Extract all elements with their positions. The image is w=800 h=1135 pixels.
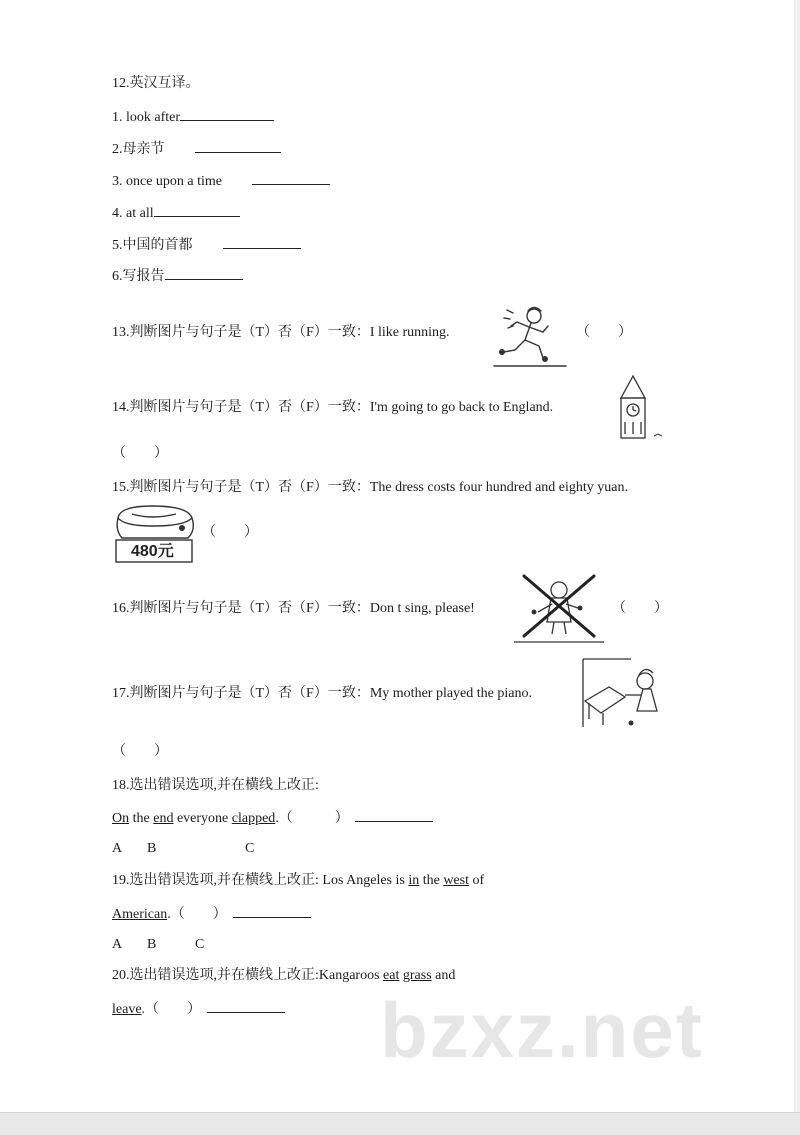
answer-blank[interactable] — [165, 266, 243, 280]
sentence-text: everyone — [173, 811, 232, 826]
q18-option-c: C — [245, 841, 255, 856]
option-c-word: leave — [112, 1002, 142, 1017]
answer-blank[interactable] — [195, 139, 281, 153]
sentence-text: .（ ） — [275, 811, 349, 826]
option-a-word: in — [408, 873, 420, 888]
q12-item-6 — [112, 266, 243, 286]
correction-blank[interactable] — [207, 999, 285, 1013]
q19-option-b: B — [147, 937, 157, 952]
q12-item-4 — [112, 203, 240, 223]
q14-text: 14.判断图片与句子是（T）否（F）一致：I'm going to go back to England. — [112, 400, 554, 415]
q19-option-a: A — [112, 937, 123, 952]
q12-item-6-text: 6.写报告 — [112, 269, 165, 284]
option-b-word: grass — [402, 968, 432, 983]
answer-blank[interactable] — [180, 107, 274, 121]
answer-blank[interactable] — [252, 171, 330, 185]
correction-blank[interactable] — [233, 904, 311, 918]
correction-blank[interactable] — [355, 808, 433, 822]
sentence-text: and — [431, 968, 456, 983]
q15-answer-paren[interactable]: （ ） — [202, 525, 258, 540]
q12-item-2 — [112, 139, 281, 159]
option-c-word: American — [112, 907, 168, 922]
q12-item-5-text: 5.中国的首都 — [112, 238, 193, 253]
sentence-text: .（ ） — [141, 1002, 202, 1017]
q20-line-1 — [112, 967, 455, 985]
option-a-word: On — [112, 811, 130, 826]
q20-line-2 — [112, 999, 285, 1019]
q12-item-3-text: 3. once upon a time — [112, 174, 223, 189]
q15-text: 15.判断图片与句子是（T）否（F）一致：The dress costs four hundred and eighty yuan. — [112, 480, 628, 495]
no-singing-image — [514, 572, 604, 646]
q12-item-1-text: 1. look after — [112, 110, 181, 125]
sentence-text: the — [129, 811, 154, 826]
q18-sentence — [112, 808, 433, 828]
page-edge — [794, 0, 800, 1112]
answer-blank[interactable] — [154, 203, 240, 217]
q13-answer-paren[interactable]: （ ） — [576, 325, 632, 340]
option-c-word: clapped — [231, 811, 276, 826]
big-ben-image — [612, 374, 668, 440]
q18-title: 18.选出错误选项,并在横线上改正: — [112, 778, 319, 793]
page-bottom-strip — [0, 1112, 800, 1135]
mother-piano-image — [581, 657, 663, 727]
q12-item-3 — [112, 171, 330, 191]
q13-text: 13.判断图片与句子是（T）否（F）一致：I like running. — [112, 325, 450, 340]
watermark: bzxz.net — [380, 986, 704, 1074]
option-b-word: west — [443, 873, 470, 888]
q12-item-4-text: 4. at all — [112, 206, 154, 221]
sentence-text: 19.选出错误选项,并在横线上改正: Los Angeles is — [112, 873, 409, 888]
q12-item-2-text: 2.母亲节 — [112, 142, 165, 157]
price-label: 480元 — [131, 543, 174, 560]
sentence-text: .（ ） — [167, 907, 227, 922]
q16-answer-paren[interactable]: （ ） — [612, 601, 668, 616]
q17-answer-paren[interactable]: （ ） — [112, 744, 168, 759]
q19-line-1 — [112, 872, 484, 890]
option-b-word: end — [153, 811, 174, 826]
sentence-text: of — [469, 873, 485, 888]
q12-item-5 — [112, 235, 301, 255]
q12-title: 12.英汉互译。 — [112, 76, 200, 91]
q19-option-c: C — [195, 937, 205, 952]
answer-blank[interactable] — [223, 235, 301, 249]
q17-text: 17.判断图片与句子是（T）否（F）一致：My mother played the piano. — [112, 686, 532, 701]
option-a-word: eat — [383, 968, 400, 983]
running-boy-image — [490, 302, 570, 368]
sentence-text: the — [419, 873, 444, 888]
q12-item-1 — [112, 107, 274, 127]
sentence-text: 20.选出错误选项,并在横线上改正:Kangaroos — [112, 968, 384, 983]
q14-answer-paren[interactable]: （ ） — [112, 446, 168, 461]
q18-option-b: B — [147, 841, 157, 856]
q16-text: 16.判断图片与句子是（T）否（F）一致：Don t sing, please! — [112, 601, 475, 616]
q19-line-2 — [112, 904, 311, 924]
q18-option-a: A — [112, 841, 123, 856]
